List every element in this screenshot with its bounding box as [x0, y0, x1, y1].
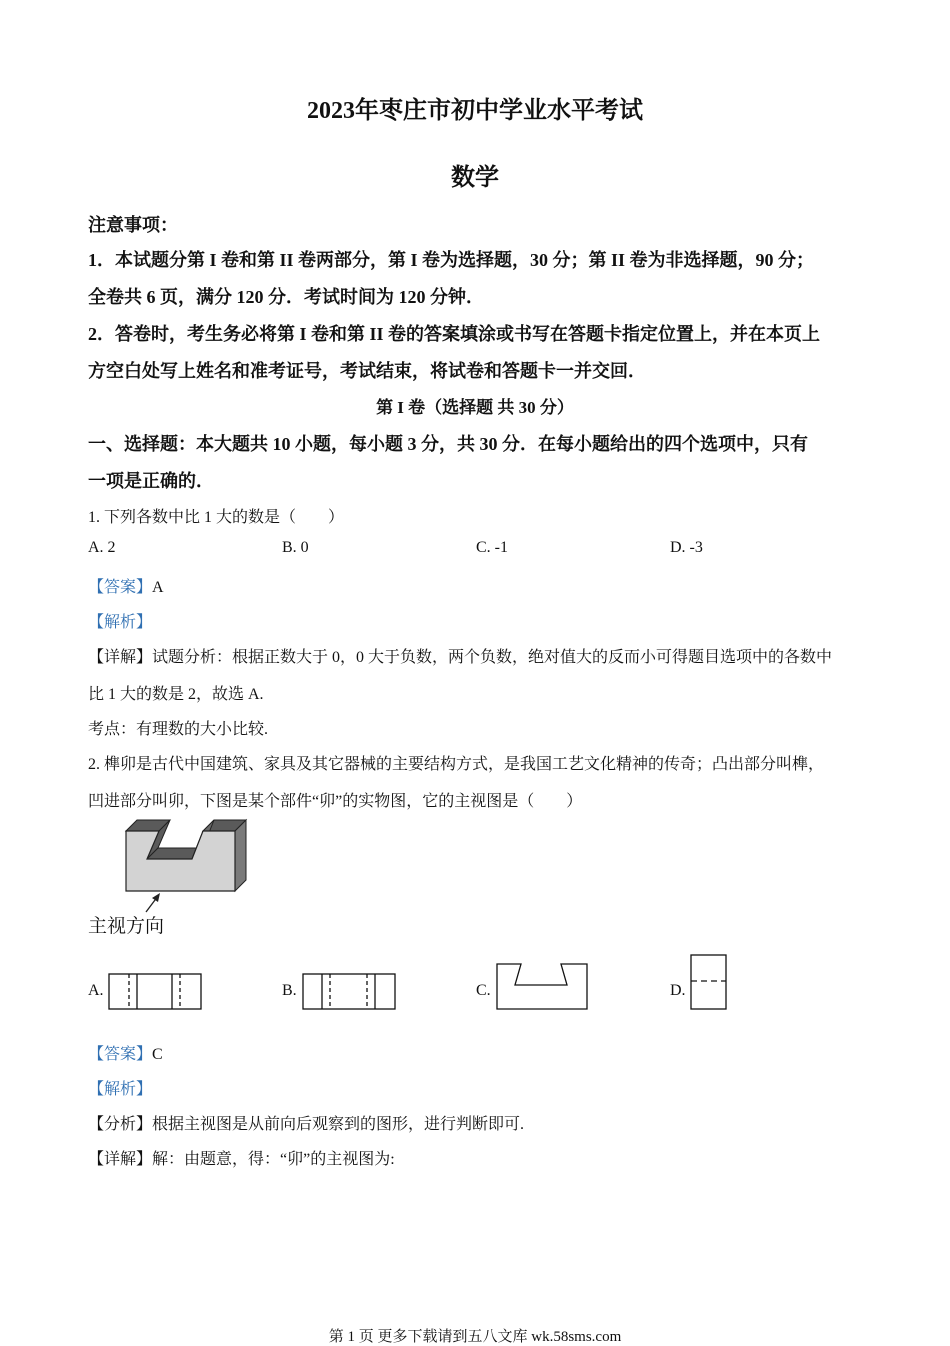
part1-heading-line1: 一、选择题：本大题共 10 小题，每小题 3 分，共 30 分．在每小题给出的四个选项中，只有	[88, 434, 808, 454]
notice-item1-line2: 全卷共 6 页，满分 120 分．考试时间为 120 分钟．	[88, 287, 484, 307]
q2-detail-tag: 【详解】	[88, 1151, 153, 1168]
subject-title: 数学	[451, 165, 499, 191]
notice-heading: 注意事项：	[88, 215, 178, 235]
q2-figure-label: 主视方向	[88, 915, 165, 937]
notice-item1-line1: 1．本试题分第 I 卷和第 II 卷两部分，第 I 卷为选择题，30 分；第 II 卷为非选择题，90 分；	[88, 250, 815, 270]
q1-option-c: C. -1	[476, 539, 508, 556]
q2-option-a-label: A.	[88, 982, 104, 999]
notice-item2-line2: 方空白处写上姓名和准考证号，考试结束，将试卷和答题卡一并交回．	[88, 361, 646, 381]
q2-answer-row	[88, 1041, 163, 1064]
q1-answer-tag: 【答案】	[88, 579, 153, 596]
q1-option-d: D. -3	[670, 539, 703, 556]
page-footer: 第 1 页 更多下载请到五八文库 wk.58sms.com	[328, 1329, 622, 1345]
q2-detail-text: 解：由题意，得：“卯”的主视图为:	[152, 1151, 395, 1168]
q1-option-b: B. 0	[282, 539, 309, 556]
q2-option-b-label: B.	[282, 982, 297, 999]
q2-option-b-view	[303, 974, 395, 1009]
q2-option-a-view	[109, 974, 201, 1009]
q1-analysis-tag: 【解析】	[88, 614, 153, 631]
q2-answer-value: C	[152, 1046, 163, 1063]
notice-item2-line1: 2．答卷时，考生务必将第 I 卷和第 II 卷的答案填涂或书写在答题卡指定位置上，并在本页上	[88, 324, 821, 344]
q2-option-d-label: D.	[670, 982, 686, 999]
exam-title: 2023年枣庄市初中学业水平考试	[307, 98, 643, 124]
part1-heading-line2: 一项是正确的．	[88, 471, 214, 491]
q2-option-c-label: C.	[476, 982, 491, 999]
q1-detail-line2: 比 1 大的数是 2，故选 A.	[88, 686, 264, 703]
q2-fenxi-text: 根据主视图是从前向后观察到的图形，进行判断即可.	[152, 1116, 525, 1133]
q1-detail-tag: 【详解】	[88, 649, 153, 666]
q2-answer-tag: 【答案】	[88, 1046, 153, 1063]
q2-detail-line	[88, 1146, 395, 1169]
q2-option-c-view	[497, 964, 587, 1009]
q1-stem: 1. 下列各数中比 1 大的数是（ ）	[88, 509, 345, 526]
q2-stem-line2: 凹进部分叫卯，下图是某个部件“卯”的实物图，它的主视图是（ ）	[88, 793, 583, 810]
q1-detail-text1: 试题分析：根据正数大于 0，0 大于负数，两个负数，绝对值大的反而小可得题目选项中的各数中	[152, 649, 833, 666]
q2-fenxi-line	[88, 1111, 524, 1134]
q1-option-a: A. 2	[88, 539, 116, 556]
q2-analysis-tag: 【解析】	[88, 1081, 153, 1098]
q2-option-d-view	[691, 955, 726, 1009]
volume-title: 第 I 卷（选择题 共 30 分）	[376, 398, 574, 417]
q2-fenxi-tag: 【分析】	[88, 1116, 153, 1133]
q2-stem-line1: 2. 榫卯是古代中国建筑、家具及其它器械的主要结构方式，是我国工艺文化精神的传奇；凸出部分叫榫，	[88, 756, 825, 773]
q1-point: 考点：有理数的大小比较.	[88, 721, 269, 738]
q1-answer-value: A	[152, 579, 164, 596]
